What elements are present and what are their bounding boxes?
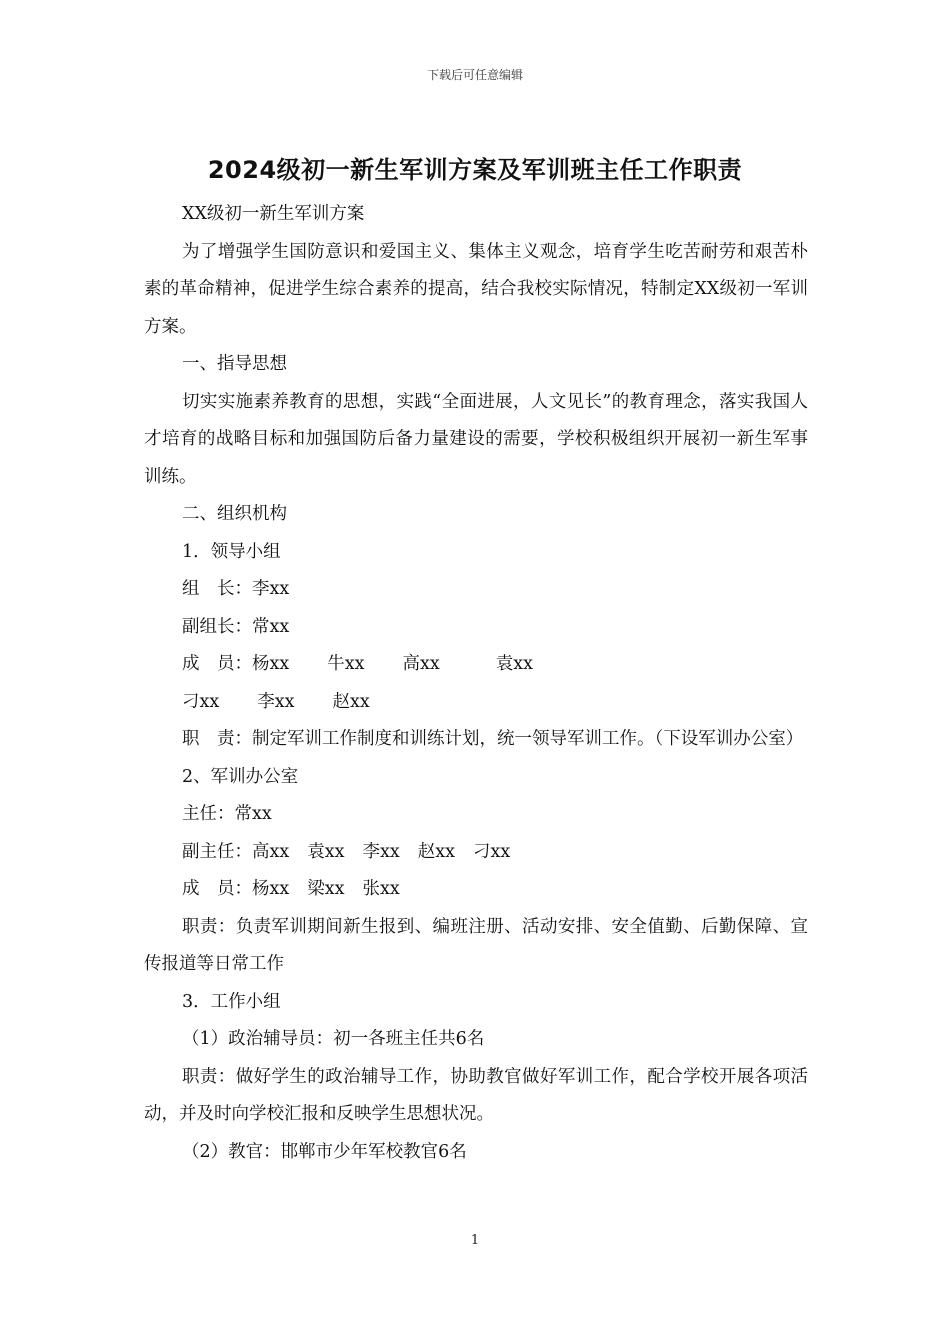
guiding-thought-paragraph: 切实实施素养教育的思想，实践“全面进展，人文见长”的教育理念，落实我国人才培育的战略目标和加强国防后备力量建设的需要，学校积极组织开展初一新生军事训练。 [144,391,808,487]
document-body [144,196,808,1171]
member-name: 牛xx [327,654,365,674]
header-note: 下载后可任意编辑 [426,68,523,82]
member-name: 张xx [362,879,400,899]
document-title: 2024级初一新生军训方案及军训班主任工作职责 [207,156,743,184]
political-instructor-duty: 职责：做好学生的政治辅导工作，协助教官做好军训工作，配合学校开展各项活动，并及时向学校汇报和反映学生思想状况。 [144,1066,808,1124]
leadership-duty-paragraph: 职 责：制定军训工作制度和训练计划，统一领导军训工作。（下设军训办公室） [182,729,804,749]
page-number: 1 [470,1233,480,1248]
section-heading-guiding-thought: 一、指导思想 [182,354,287,374]
subheading-training-office: 2、军训办公室 [182,766,299,787]
leader-value: 李xx [252,579,290,599]
deputy-director-label: 副主任： [182,841,252,862]
director-row [144,796,808,834]
office-duty-paragraph: 职责：负责军训期间新生报到、编班注册、活动安排、安全值勤、后勤保障、宣传报道等日常工作 [144,916,808,974]
deputy-leader-label: 副组长： [182,616,252,637]
director-value: 常xx [234,804,272,824]
member-name: 刁xx [182,691,220,712]
members-row-continued [144,684,808,722]
deputy-leader-value: 常xx [252,616,290,637]
member-name: 梁xx [307,879,345,899]
plan-subtitle: XX级初一新生军训方案 [182,204,365,224]
member-name: 赵xx [332,691,370,712]
member-name: 杨xx [252,654,290,674]
office-members-row [144,871,808,909]
deputy-director-row [144,834,808,872]
leader-label: 组 长： [182,579,252,599]
office-members-label: 成 员： [182,879,252,899]
member-name: 杨xx [252,879,290,899]
members-label: 成 员： [182,654,252,674]
instructor-item: （2）教官：邯郸市少年军校教官6名 [182,1141,467,1162]
leader-row [144,571,808,609]
member-name: 袁xx [307,841,345,862]
member-name: 李xx [362,841,400,862]
deputy-leader-row [144,609,808,647]
members-row [144,646,808,684]
member-name: 高xx [252,841,290,862]
subheading-leadership-group: 1．领导小组 [182,541,281,562]
member-name: 李xx [257,691,295,712]
subheading-work-group: 3．工作小组 [182,991,281,1012]
political-instructor-item: （1）政治辅导员：初一各班主任共6名 [182,1029,485,1049]
member-name: 赵xx [417,841,455,862]
director-label: 主任： [182,804,235,824]
member-name: 刁xx [473,841,511,862]
intro-paragraph: 为了增强学生国防意识和爱国主义、集体主义观念，培育学生吃苦耐劳和艰苦朴素的革命精神，促进学生综合素养的提高，结合我校实际情况，特制定XX级初一军训方案。 [144,241,808,337]
section-heading-organization: 二、组织机构 [182,504,287,524]
member-name: 袁xx [495,654,533,674]
member-name: 高xx [402,654,440,674]
